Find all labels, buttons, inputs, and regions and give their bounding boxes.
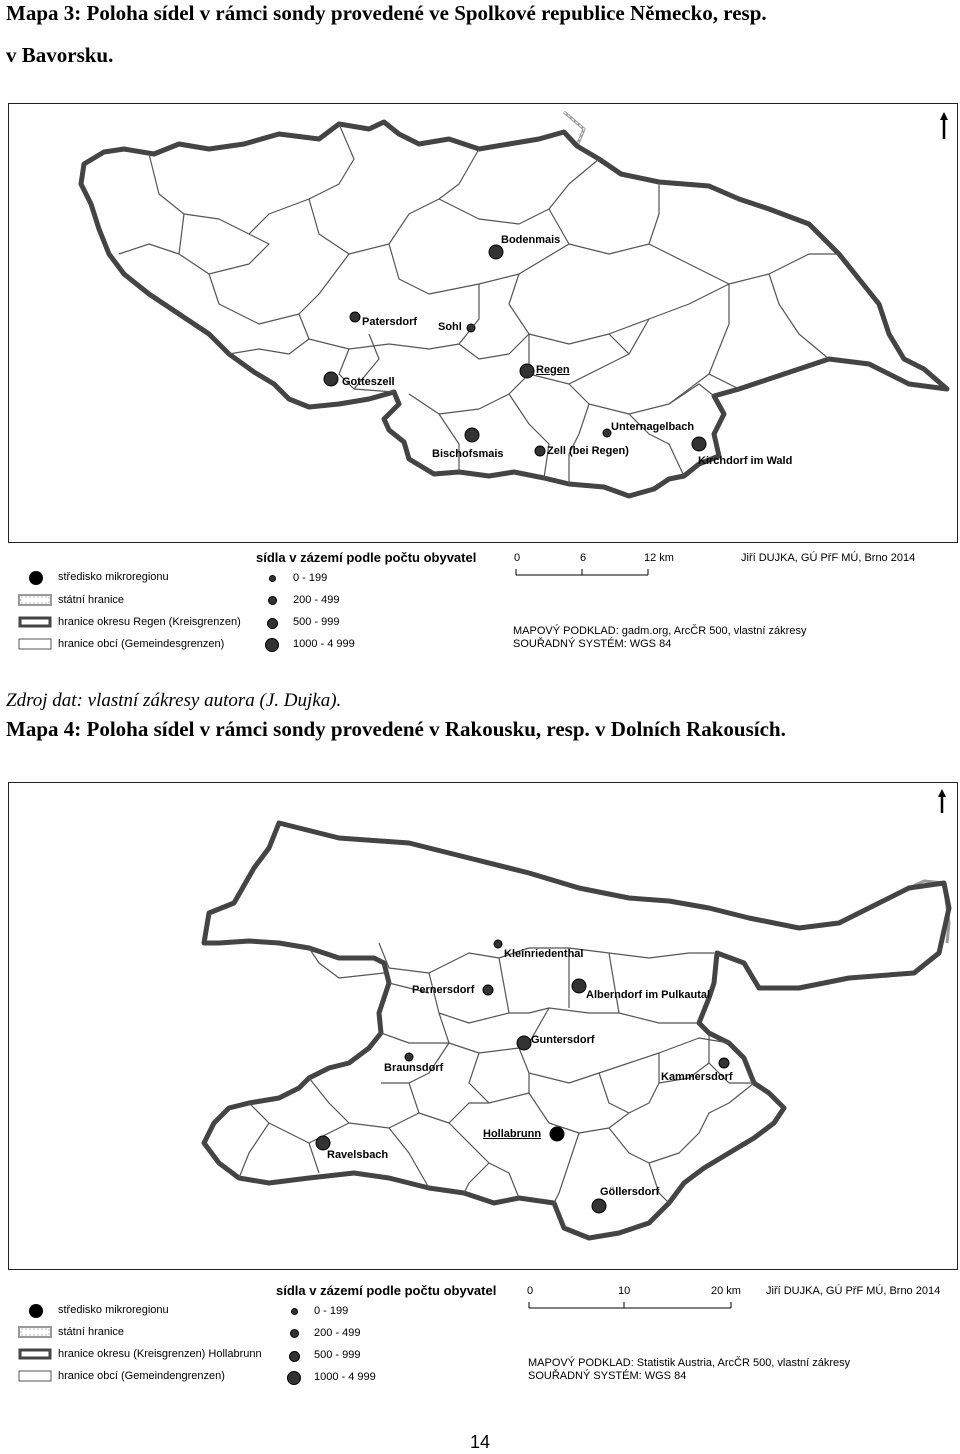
author-credit: Jiří DUJKA, GÚ PřF MÚ, Brno 2014 <box>741 552 916 564</box>
legend-title: sídla v zázemí podle počtu obyvatel <box>276 1283 497 1298</box>
map3-canvas <box>9 104 957 542</box>
state-border-swatch <box>18 1326 52 1338</box>
town-label: Regen <box>536 364 570 376</box>
town-label: Gotteszell <box>342 376 395 388</box>
town-dot-regen <box>520 364 534 378</box>
size-class: 1000 - 4 999 <box>314 1371 376 1383</box>
map4-canvas <box>9 783 957 1269</box>
map4-caption: Mapa 4: Poloha sídel v rámci sondy provedené v Rakousku, resp. v Dolních Rakousích. <box>6 717 786 741</box>
center-dot-icon <box>29 571 43 585</box>
size-class: 500 - 999 <box>314 1349 361 1361</box>
size-class: 0 - 199 <box>293 572 328 584</box>
size-class: 200 - 499 <box>314 1327 361 1339</box>
town-dot-kleinriedenthal <box>494 940 502 948</box>
legend-item: hranice okresu Regen (Kreisgrenzen) <box>58 616 241 628</box>
legend-item: hranice obcí (Gemeindesgrenzen) <box>58 638 225 650</box>
legend-item: středisko mikroregionu <box>58 1304 169 1316</box>
municipal-border-swatch <box>18 1370 52 1382</box>
district-border-swatch <box>18 616 52 628</box>
scale-label: 12 km <box>644 552 674 564</box>
town-label: Braunsdorf <box>384 1062 444 1074</box>
scale-bar <box>526 1298 736 1312</box>
scale-label: 0 <box>514 552 521 564</box>
town-label: Zell (bei Regen) <box>547 445 629 457</box>
size-dot-icon <box>269 575 276 582</box>
basemap-credit: MAPOVÝ PODKLAD: gadm.org, ArcČR 500, vlastní zákresy <box>513 625 807 637</box>
town-dot-kammersdorf <box>719 1058 729 1068</box>
map3-bavaria <box>8 103 958 543</box>
map3-legend <box>8 547 956 657</box>
legend-item: hranice okresu (Kreisgrenzen) Hollabrunn <box>58 1348 262 1360</box>
scale-bar <box>513 565 653 579</box>
map3-caption: Mapa 3: Poloha sídel v rámci sondy provedené ve Spolkové republice Německo, resp. <box>6 1 767 25</box>
town-dot-alberndorf <box>572 979 586 993</box>
town-dot-hollabrunn <box>550 1127 564 1141</box>
map4-austria <box>8 782 958 1270</box>
north-arrow-icon <box>940 112 948 139</box>
town-dot-bodenmais <box>489 245 503 259</box>
author-credit: Jiří DUJKA, GÚ PřF MÚ, Brno 2014 <box>766 1285 941 1297</box>
scale-label: 6 <box>580 552 587 564</box>
map3-caption-cont: v Bavorsku. <box>6 43 114 67</box>
town-label: Göllersdorf <box>600 1186 660 1198</box>
town-dot-pernersdorf <box>483 985 493 995</box>
size-dot-icon <box>289 1351 300 1362</box>
town-dot-bischofsmais <box>465 428 479 442</box>
data-source: Zdroj dat: vlastní zákresy autora (J. Dujka). <box>6 690 342 711</box>
page-number: 14 <box>469 1432 491 1452</box>
size-dot-icon <box>290 1329 299 1338</box>
legend-title: sídla v zázemí podle počtu obyvatel <box>256 550 477 565</box>
municipal-border-swatch <box>18 638 52 650</box>
town-label: Hollabrunn <box>483 1128 542 1140</box>
town-label: Bodenmais <box>501 234 561 246</box>
town-label: Kleinriedenthal <box>504 948 584 960</box>
town-label: Patersdorf <box>362 316 418 328</box>
legend-item: státní hranice <box>58 594 125 606</box>
town-dot-gollersdorf <box>592 1199 606 1213</box>
town-dot-zell <box>535 446 545 456</box>
town-label: Guntersdorf <box>531 1034 595 1046</box>
size-class: 0 - 199 <box>314 1305 349 1317</box>
town-label: Ravelsbach <box>327 1149 389 1161</box>
district-border <box>204 823 949 1238</box>
center-dot-icon <box>29 1304 43 1318</box>
size-dot-icon <box>287 1371 301 1385</box>
basemap-credit: MAPOVÝ PODKLAD: Statistik Austria, ArcČR 500, vlastní zákresy <box>528 1357 851 1369</box>
town-label: Pernersdorf <box>412 984 475 996</box>
town-dot-gotteszell <box>324 372 338 386</box>
north-arrow-icon <box>938 789 946 813</box>
scale-label: 20 km <box>711 1285 741 1297</box>
town-dot-braunsdorf <box>405 1053 413 1061</box>
scale-label: 10 <box>618 1285 631 1297</box>
size-dot-icon <box>267 618 278 629</box>
crs-note: SOUŘADNÝ SYSTÉM: WGS 84 <box>528 1370 687 1382</box>
state-border-swatch <box>18 594 52 606</box>
town-dot-ravelsbach <box>316 1136 330 1150</box>
town-label: Unternagelbach <box>611 421 695 433</box>
town-label: Bischofsmais <box>432 448 504 460</box>
crs-note: SOUŘADNÝ SYSTÉM: WGS 84 <box>513 638 672 650</box>
town-dot-patersdorf <box>350 312 360 322</box>
scale-label: 0 <box>527 1285 534 1297</box>
town-dot-sohl <box>467 324 475 332</box>
size-dot-icon <box>268 596 277 605</box>
size-dot-icon <box>291 1308 298 1315</box>
town-dot-kirchdorf <box>692 437 706 451</box>
size-class: 500 - 999 <box>293 616 340 628</box>
town-label: Kirchdorf im Wald <box>698 455 793 467</box>
town-dot-unternagelbach <box>603 429 611 437</box>
legend-item: středisko mikroregionu <box>58 571 169 583</box>
size-class: 200 - 499 <box>293 594 340 606</box>
district-border <box>81 122 947 496</box>
legend-item: hranice obcí (Gemeindengrenzen) <box>58 1370 225 1382</box>
district-border-swatch <box>18 1348 52 1360</box>
town-dot-guntersdorf <box>517 1036 531 1050</box>
legend-item: státní hranice <box>58 1326 125 1338</box>
size-dot-icon <box>265 638 279 652</box>
size-class: 1000 - 4 999 <box>293 638 355 650</box>
map4-legend <box>8 1280 956 1390</box>
town-label: Kammersdorf <box>661 1071 733 1083</box>
town-label: Alberndorf im Pulkautal <box>586 989 711 1001</box>
town-label: Sohl <box>438 321 462 333</box>
